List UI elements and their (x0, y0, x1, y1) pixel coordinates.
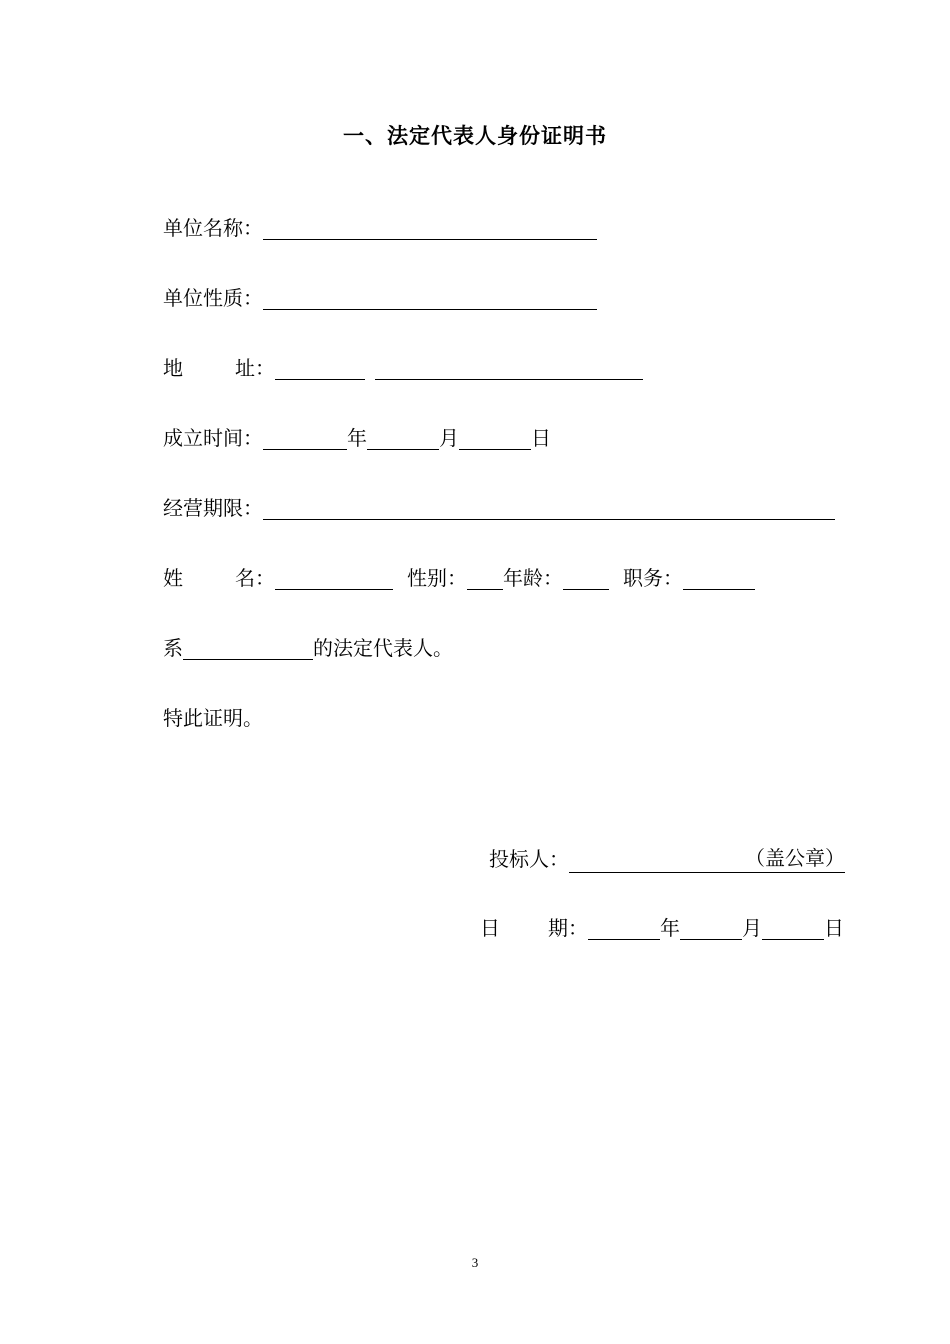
established-month-blank[interactable] (367, 427, 439, 450)
unit-name-row (163, 214, 597, 242)
bidder-label: 投标人： (489, 847, 569, 871)
established-year-blank[interactable] (263, 427, 347, 450)
established-row (163, 424, 551, 452)
date-label-1: 日 (480, 916, 500, 940)
name-label-1: 姓 (163, 566, 183, 590)
established-day-label: 日 (531, 426, 551, 450)
date-day-blank[interactable] (762, 917, 824, 940)
business-term-label: 经营期限： (163, 496, 263, 520)
unit-nature-blank[interactable] (263, 287, 597, 310)
age-blank[interactable] (563, 567, 609, 590)
established-year-label: 年 (347, 426, 367, 450)
position-blank[interactable] (683, 567, 755, 590)
date-year-blank[interactable] (588, 917, 660, 940)
stamp-text: （盖公章） (745, 846, 845, 870)
certify-row (163, 704, 263, 732)
page-number: 3 (471, 1255, 479, 1270)
established-month-label: 月 (439, 426, 459, 450)
address-blank-2[interactable] (375, 357, 643, 380)
established-label: 成立时间： (163, 426, 263, 450)
company-blank[interactable] (183, 637, 313, 660)
date-label-2: 期： (548, 916, 588, 940)
unit-nature-row (163, 284, 597, 312)
business-term-row (163, 494, 835, 522)
unit-name-label: 单位名称： (163, 216, 263, 240)
bidder-row (489, 844, 845, 873)
date-year-label: 年 (660, 916, 680, 940)
unit-name-blank[interactable] (263, 217, 597, 240)
unit-nature-label: 单位性质： (163, 286, 263, 310)
established-day-blank[interactable] (459, 427, 531, 450)
address-label-2: 址： (235, 356, 275, 380)
gender-label: 性别： (407, 566, 467, 590)
person-row (163, 564, 755, 592)
page-title: 一、法定代表人身份证明书 (343, 124, 607, 148)
bidder-blank[interactable] (569, 844, 845, 873)
name-label-2: 名： (235, 566, 275, 590)
gender-blank[interactable] (467, 567, 503, 590)
position-label: 职务： (623, 566, 683, 590)
date-row (480, 914, 844, 942)
date-day-label: 日 (824, 916, 844, 940)
name-blank[interactable] (275, 567, 393, 590)
age-label: 年龄： (503, 566, 563, 590)
date-month-blank[interactable] (680, 917, 742, 940)
is-suffix: 的法定代表人。 (313, 636, 453, 660)
representative-row (163, 634, 453, 662)
is-prefix: 系 (163, 636, 183, 660)
address-blank-1[interactable] (275, 357, 365, 380)
address-row (163, 354, 643, 382)
certify-text: 特此证明。 (163, 706, 263, 730)
address-label-1: 地 (163, 356, 183, 380)
business-term-blank[interactable] (263, 497, 835, 520)
date-month-label: 月 (742, 916, 762, 940)
